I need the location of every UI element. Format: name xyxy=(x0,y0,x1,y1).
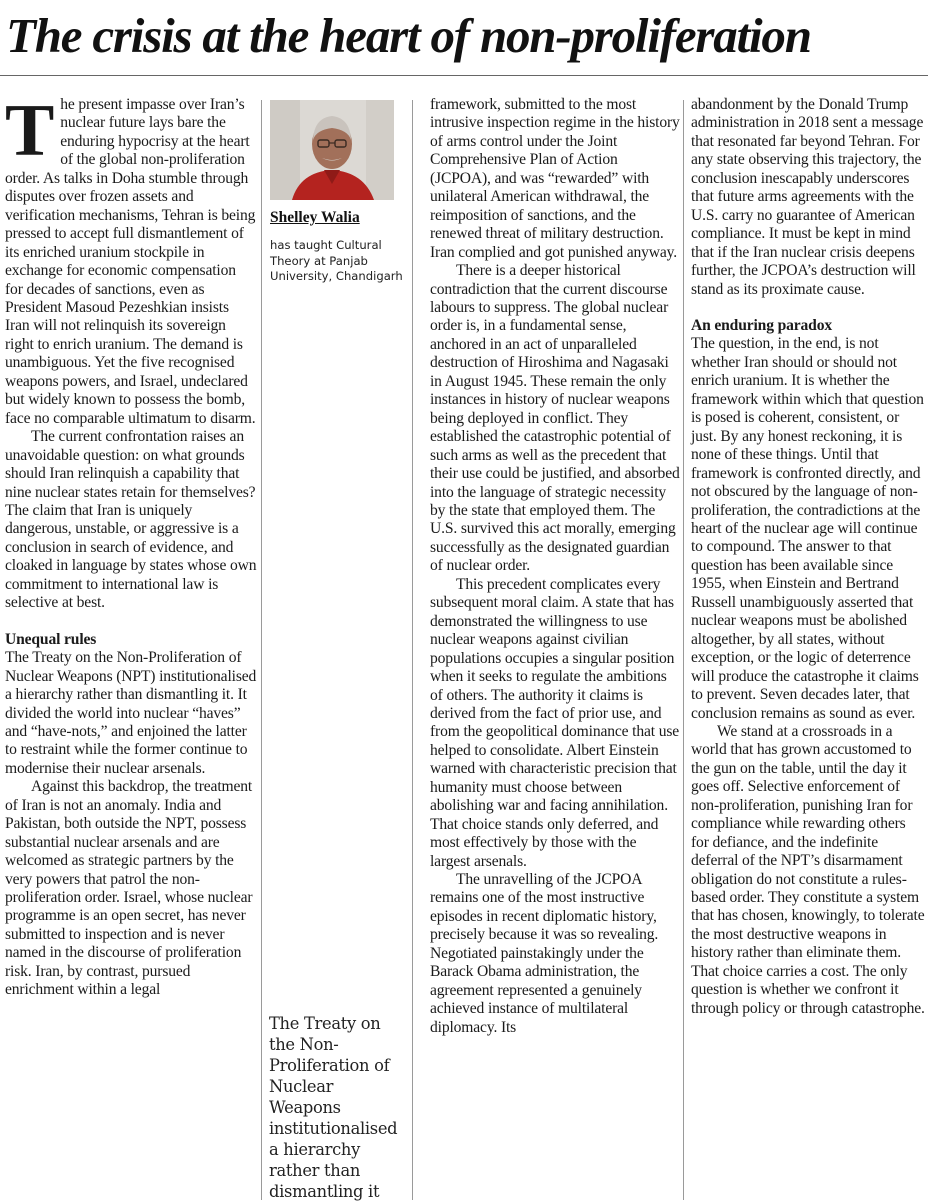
article-paragraph: The Treaty on the Non-Proliferation of Nuclear Weapons (NPT) institutionalised a hierarchy rather than dismantling it. It divided the world into nuclear “haves” and “have-nots,” and enjoined the latter to restraint while the former continue to modernise their nuclear arsenals. xyxy=(5,649,257,777)
pull-quote: The Treaty on the Non-Proliferation of Nuclear Weapons institutionalised a hierarchy rather than dismantling it xyxy=(269,1014,398,1201)
section-heading: Unequal rules xyxy=(5,630,97,648)
article-paragraph: The current confrontation raises an unavoidable question: on what grounds should Iran relinquish a capability that nine nuclear states retain for themselves? The claim that Iran is uniquely dangerous, unstable, or aggressive is a conclusion in search of evidence, and cloaked in language by states whose own commitment to international law is selective at best. xyxy=(5,428,257,612)
author-name: Shelley Walia xyxy=(270,209,360,226)
section-heading: An enduring paradox xyxy=(691,316,832,334)
article-column-1 xyxy=(5,90,257,1000)
article-paragraph: There is a deeper historical contradiction that the current discourse labours to suppress. The global nuclear order is, in a fundamental sense, anchored in an act of unparalleled destruction of Hiroshima and Nagasaki in August 1945. These remain the only instances in history of nuclear weapons being deployed in conflict. They established the catastrophic potential of such arms as well as the precedent that their use could be justified, and absorbed into the language of strategic necessity by the state that employed them. The U.S. survived this act morally, emerging successfully as the designated guardian of nuclear order. xyxy=(430,262,680,575)
article-paragraph: Against this backdrop, the treatment of Iran is not an anomaly. India and Pakistan, both outside the NPT, possess substantial nuclear arsenals and are welcomed as strategic partners by the very powers that patrol the non-proliferation order. Israel, whose nuclear programme is an open secret, has never submitted to inspection and is never named in the discourse of proliferation risk. Iran, by contrast, pursued enrichment within a legal xyxy=(5,778,253,999)
article-paragraph: The unravelling of the JCPOA remains one of the most instructive episodes in recent diplomatic history, precisely because it was so revealing. Negotiated painstakingly under the Barack Obama administration, the agreement represented a genuinely achieved instance of multilateral diplomacy. Its xyxy=(430,871,659,1036)
article-paragraph xyxy=(5,90,257,428)
article-paragraph: framework, submitted to the most intrusive inspection regime in the history of arms control under the Joint Comprehensive Plan of Action (JCPOA), and was “rewarded” with unilateral American withdrawal, the reimposition of sanctions, and the renewed threat of military destruction. Iran complied and got punished anyway. xyxy=(430,96,680,261)
article-column-4 xyxy=(691,96,925,1018)
article-paragraph: This precedent complicates every subsequent moral claim. A state that has demonstrated the willingness to use nuclear weapons against civilian populations occupies a singular position when it seeks to regulate the ambitions of others. The authority it claims is derived from the fact of prior use, and from the geopolitical dominance that use helped to consolidate. Albert Einstein warned with characteristic precision that humanity must choose between abolishing war and facing annihilation. That choice stands only deferred, and most effectively by those with the largest arsenals. xyxy=(430,575,680,870)
headline: The crisis at the heart of non-proliferation xyxy=(6,8,811,63)
article-paragraph: abandonment by the Donald Trump administration in 2018 sent a message that resonated far beyond Tehran. For any state observing this trajectory, the conclusion inescapably underscores that future arms agreements with the U.S. carry no guarantee of American compliance. It must be kept in mind that if the Iran nuclear crisis deepens further, the JCPOA’s destruction will stand as its proximate cause. xyxy=(691,96,924,298)
author-portrait-image xyxy=(270,100,394,200)
paragraph-text: he present impasse over Iran’s nuclear future lays bare the enduring hypocrisy at the heart of the global non-proliferation order. As talks in Doha stumble through disputes over frozen assets and verification mechanisms, Tehran is being pressed to accept full dismantlement of its enriched uranium stockpile in exchange for economic compensation for decades of sanctions, even as President Masoud Pezeshkian insists Iran will not relinquish its sovereign right to enrich uranium. The demand is unambiguous. Yet the five recognised weapons powers, and Israel, undeclared but widely known to possess the bomb, face no comparable ultimatum to disarm. xyxy=(5,96,256,427)
article-paragraph: The question, in the end, is not whether Iran should or should not enrich uranium. It is whether the framework within which that question is posed is coherent, consistent, or just. By any honest reckoning, it is none of these things. Until that framework is confronted directly, and not obscured by the language of non-proliferation, the contradictions at the heart of the nuclear age will continue to compound. The answer to that question has been available since 1955, when Einstein and Bertrand Russell unambiguously asserted that nuclear weapons must be abolished altogether, by all states, without exception, or the logic of deterrence will produce the catastrophe it claims to prevent. Seven decades later, that conclusion remains as sound as ever. xyxy=(691,335,924,722)
column-divider xyxy=(261,100,262,1200)
author-photo xyxy=(270,100,394,200)
column-divider xyxy=(412,100,413,1200)
article-paragraph: We stand at a crossroads in a world that has grown accustomed to the gun on the table, until the day it goes off. Selective enforcement of non-proliferation, punishing Iran for compliance while rewarding others for defiance, and the indefinite deferral of the NPT’s disarmament obligation do not constitute a rules-based order. They constitute a system that has chosen, knowingly, to tolerate the most destructive weapons in history rather than eliminate them. That choice carries a cost. The only question is whether we confront it through policy or through catastrophe. xyxy=(691,722,925,1017)
author-bio: has taught Cultural Theory at Panjab University, Chandigarh xyxy=(270,238,403,284)
article-column-3 xyxy=(430,96,680,1037)
column-divider xyxy=(683,100,684,1200)
drop-cap: T xyxy=(5,90,55,172)
headline-rule xyxy=(0,75,928,76)
